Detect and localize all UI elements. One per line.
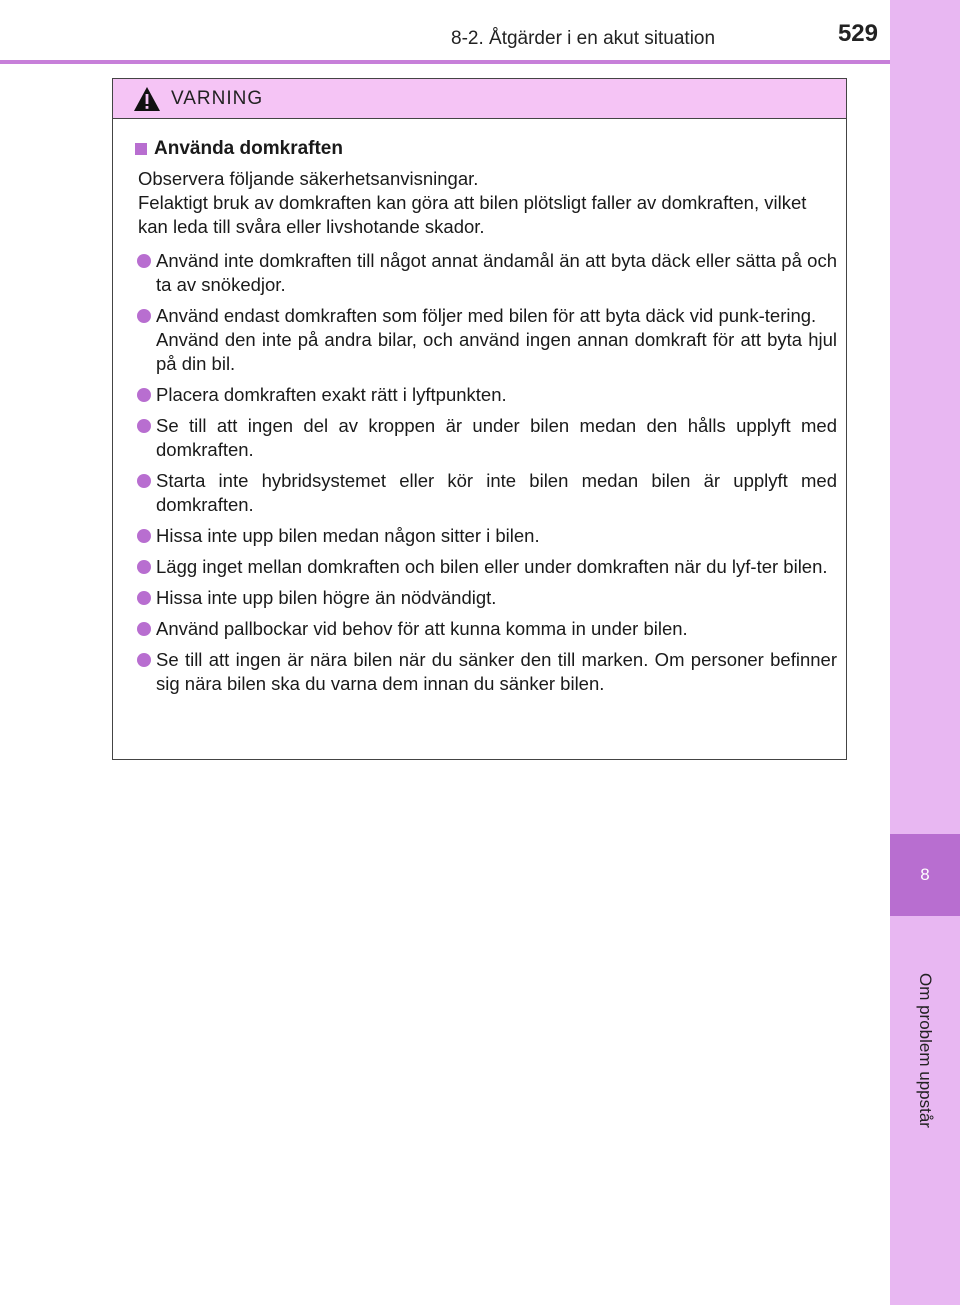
chapter-number-box	[890, 834, 960, 916]
warning-heading: Använda domkraften	[154, 138, 343, 159]
list-item	[135, 304, 837, 376]
list-item-text: Hissa inte upp bilen medan någon sitter i bilen.	[156, 525, 540, 546]
warning-label: VARNING	[171, 88, 264, 109]
warning-box	[112, 78, 847, 760]
list-item-text: Använd den inte på andra bilar, och använd ingen annan domkraft för att byta hjul på din bil.	[156, 329, 837, 374]
bullet-dot-icon	[137, 388, 151, 402]
side-tab	[890, 0, 960, 1305]
list-item-text: Hissa inte upp bilen högre än nödvändigt.	[156, 587, 497, 608]
list-item	[135, 648, 837, 696]
list-item-text: Använd inte domkraften till något annat ändamål än att byta däck eller sätta på och ta av snökedjor.	[156, 250, 837, 295]
warning-intro	[138, 167, 837, 239]
square-bullet-icon	[135, 143, 147, 155]
list-item-text: Placera domkraften exakt rätt i lyftpunkten.	[156, 384, 507, 405]
bullet-dot-icon	[137, 529, 151, 543]
bullet-dot-icon	[137, 309, 151, 323]
page-number: 529	[837, 20, 878, 47]
list-item-text: Använd pallbockar vid behov för att kunna komma in under bilen.	[156, 618, 688, 639]
section-title: 8-2. Åtgärder i en akut situation	[451, 28, 716, 49]
list-item	[135, 414, 837, 462]
bullet-dot-icon	[137, 653, 151, 667]
list-item-text: Se till att ingen är nära bilen när du sänker den till marken. Om personer befinner sig nära bilen ska du varna dem innan du sänker bilen.	[156, 649, 837, 694]
header-rule	[0, 60, 890, 64]
intro-line: Observera följande säkerhetsanvisningar.	[138, 168, 479, 189]
list-item	[135, 469, 837, 517]
chapter-number: 8	[920, 865, 930, 884]
list-item	[135, 555, 837, 579]
list-item-text: Använd endast domkraften som följer med bilen för att byta däck vid punk-tering.	[156, 305, 817, 326]
warning-triangle-icon	[133, 86, 161, 112]
page-header	[0, 0, 890, 64]
list-item-text: Se till att ingen del av kroppen är under bilen medan den hålls upplyft med domkraften.	[156, 415, 837, 460]
list-item	[135, 249, 837, 297]
list-item-text: Starta inte hybridsystemet eller kör inte bilen medan bilen är upplyft med domkraften.	[156, 470, 837, 515]
list-item	[135, 383, 837, 407]
bullet-dot-icon	[137, 591, 151, 605]
intro-line: Felaktigt bruk av domkraften kan göra att bilen plötsligt faller av domkraften, vilket kan leda till svåra eller livshotande skador.	[138, 192, 807, 237]
warning-list	[135, 249, 837, 696]
bullet-dot-icon	[137, 622, 151, 636]
warning-subheading	[135, 137, 837, 161]
list-item-text: Lägg inget mellan domkraften och bilen eller under domkraften när du lyf-ter bilen.	[156, 556, 828, 577]
list-item	[135, 524, 837, 548]
bullet-dot-icon	[137, 419, 151, 433]
chapter-title: Om problem uppstår	[916, 972, 935, 1128]
list-item	[135, 586, 837, 610]
list-item	[135, 617, 837, 641]
bullet-dot-icon	[137, 474, 151, 488]
warning-body	[113, 119, 846, 696]
bullet-dot-icon	[137, 560, 151, 574]
warning-header	[113, 79, 846, 119]
bullet-dot-icon	[137, 254, 151, 268]
